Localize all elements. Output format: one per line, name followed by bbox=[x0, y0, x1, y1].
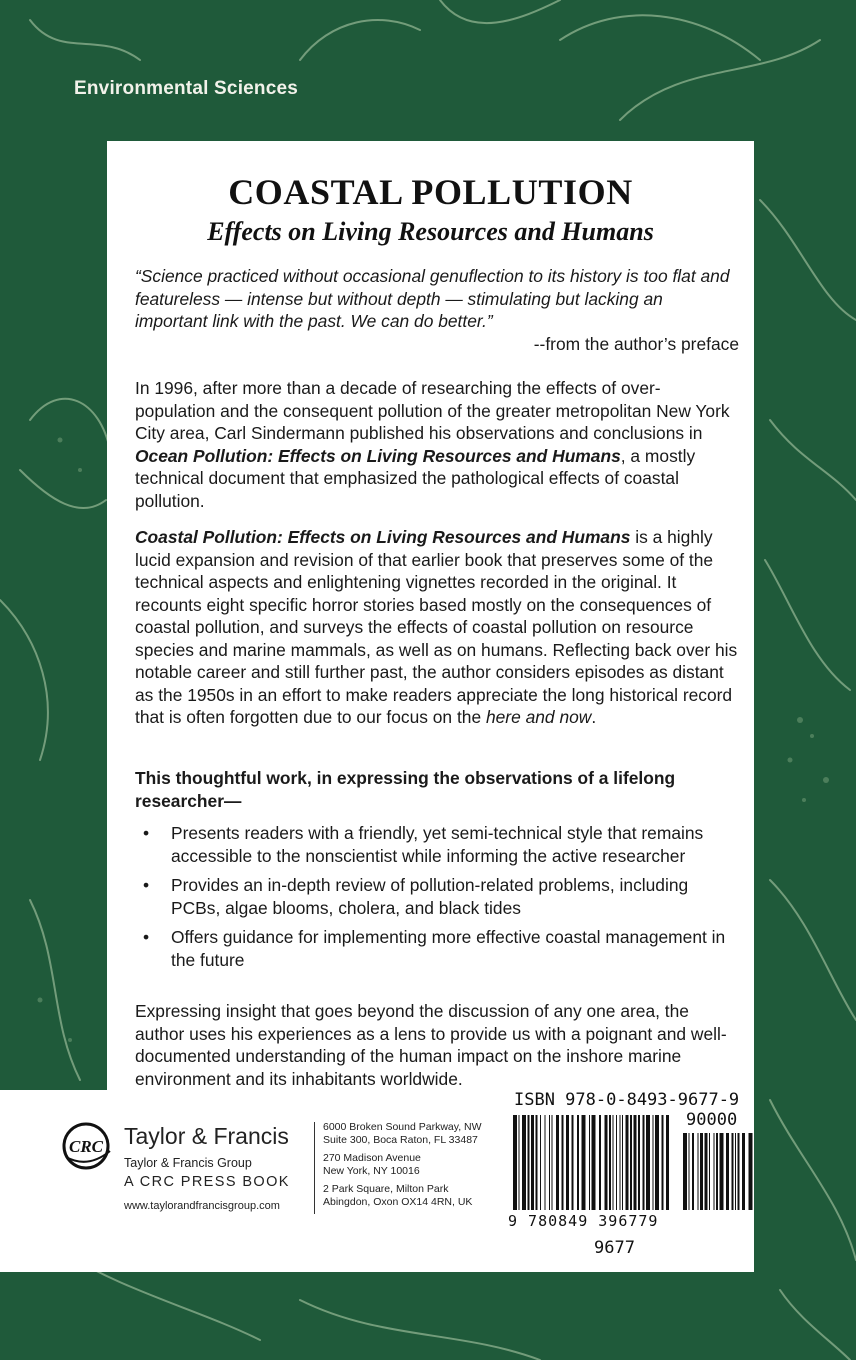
barcode-bar bbox=[589, 1115, 590, 1210]
barcode-digits: 9 780849 396779 bbox=[508, 1212, 659, 1230]
list-item bbox=[135, 926, 739, 971]
barcode-bar bbox=[698, 1133, 699, 1210]
barcode-bar bbox=[716, 1133, 718, 1210]
barcode-bar bbox=[566, 1115, 569, 1210]
address-uk bbox=[323, 1183, 472, 1209]
barcode-bar bbox=[643, 1115, 645, 1210]
barcode-bar bbox=[545, 1115, 546, 1210]
publisher-imprint: A CRC PRESS BOOK bbox=[124, 1174, 290, 1190]
barcode bbox=[513, 1115, 673, 1210]
barcode-bar bbox=[556, 1115, 559, 1210]
barcode-addon-text: 90000 bbox=[686, 1110, 738, 1130]
description-paragraph-2 bbox=[135, 526, 739, 729]
barcode-bar bbox=[613, 1115, 614, 1210]
barcode-bar bbox=[692, 1133, 694, 1210]
barcode-bar bbox=[646, 1115, 650, 1210]
book-title: COASTAL POLLUTION bbox=[228, 172, 633, 212]
barcode-bar bbox=[700, 1133, 703, 1210]
bullet-symbol: • bbox=[143, 823, 150, 843]
barcode-bar bbox=[749, 1133, 753, 1210]
barcode-bar bbox=[522, 1115, 526, 1210]
barcode-bar bbox=[626, 1115, 629, 1210]
description-paragraph-3: Expressing insight that goes beyond the discussion of any one area, the author uses his experiences as a lens to provide us with a poignant and well-documented understanding of the human impact on the inshore marine environment and its inhabitants worldwide. bbox=[135, 1001, 727, 1089]
barcode-bar bbox=[592, 1115, 596, 1210]
barcode-bar bbox=[653, 1115, 654, 1210]
publisher-url: www.taylorandfrancisgroup.com bbox=[124, 1200, 280, 1212]
barcode-bar bbox=[655, 1115, 659, 1210]
author-quote bbox=[135, 265, 739, 355]
barcode-bar bbox=[609, 1115, 611, 1210]
barcode-bar bbox=[519, 1115, 520, 1210]
barcode-bar bbox=[634, 1115, 637, 1210]
bullet-symbol: • bbox=[143, 927, 150, 947]
barcode-bar bbox=[552, 1115, 553, 1210]
paragraph-text: is a highly lucid expansion and revision of that earlier book that preserves some of the technical aspects and enlightening vignettes recorded in the original. It recounts eight specific horror stories based mostly on the consequences of coastal pollution, and surveys the effects of coastal pollution on resource species and marine mammals, as well as on humans. Reflecting back over his notable career and still further past, the author considers episodes as distant as the 1950s in an effort to make readers appreciate the long historical record that is often forgotten due to our focus on the bbox=[135, 527, 738, 727]
book-title-reference: Coastal Pollution: Effects on Living Resources and Humans bbox=[135, 527, 631, 547]
paragraph-text: In 1996, after more than a decade of researching the effects of over-population and the consequent pollution of the greater metropolitan New York City area, Carl Sindermann published his observations and conclusions in bbox=[135, 378, 730, 443]
series-label: Environmental Sciences bbox=[74, 78, 299, 99]
barcode-bar bbox=[616, 1115, 617, 1210]
barcode-bar bbox=[622, 1115, 623, 1210]
barcode-bar bbox=[528, 1115, 530, 1210]
address-florida bbox=[323, 1121, 482, 1147]
list-item bbox=[135, 822, 739, 867]
barcode-bar bbox=[536, 1115, 538, 1210]
list-item bbox=[135, 874, 739, 919]
address-line: 6000 Broken Sound Parkway, NW bbox=[323, 1121, 482, 1133]
list-item-text: Provides an in-depth review of pollution-related problems, including PCBs, algae blooms, cholera, and black tides bbox=[171, 875, 689, 918]
list-item-text: Offers guidance for implementing more effective coastal management in the future bbox=[171, 927, 726, 970]
address-line: Abingdon, Oxon OX14 4RN, UK bbox=[323, 1196, 473, 1208]
barcode-bar bbox=[662, 1115, 664, 1210]
publisher-name: Taylor & Francis bbox=[124, 1123, 289, 1149]
barcode-bar bbox=[705, 1133, 708, 1210]
book-subtitle: Effects on Living Resources and Humans bbox=[207, 217, 654, 246]
barcode-bar bbox=[577, 1115, 579, 1210]
address-line: 2 Park Square, Milton Park bbox=[323, 1183, 449, 1195]
stock-code: 9677 bbox=[594, 1238, 635, 1258]
emphasis-text: here and now bbox=[485, 707, 592, 727]
barcode-bar bbox=[620, 1115, 621, 1210]
barcode-bar bbox=[549, 1115, 550, 1210]
quote-attribution: --from the author’s preface bbox=[533, 333, 739, 354]
barcode-bar bbox=[638, 1115, 640, 1210]
address-line: 270 Madison Avenue bbox=[323, 1152, 421, 1164]
address-line: Suite 300, Boca Raton, FL 33487 bbox=[323, 1134, 478, 1146]
barcode-bar bbox=[531, 1115, 534, 1210]
barcode-bar bbox=[742, 1133, 745, 1210]
barcode-bar bbox=[582, 1115, 586, 1210]
publisher-group: Taylor & Francis Group bbox=[124, 1156, 252, 1170]
barcode-bar bbox=[726, 1133, 729, 1210]
barcode-bar bbox=[689, 1133, 690, 1210]
paragraph-text: . bbox=[591, 707, 597, 727]
divider bbox=[314, 1122, 315, 1214]
barcode-bar bbox=[562, 1115, 564, 1210]
barcode-bar bbox=[605, 1115, 608, 1210]
quote-text: “Science practiced without occasional genuflection to its history is too flat and featureless — intense but without depth — stimulating but lacking an important link with the past. We can do better.” bbox=[135, 266, 730, 331]
barcode-bar bbox=[714, 1133, 715, 1210]
barcode-bar bbox=[738, 1133, 740, 1210]
logo-text: CRC bbox=[68, 1137, 104, 1156]
barcode-bar bbox=[709, 1133, 710, 1210]
barcode-bar bbox=[599, 1115, 601, 1210]
barcode-bar bbox=[732, 1133, 734, 1210]
barcode-bar bbox=[735, 1133, 736, 1210]
barcode-bar bbox=[540, 1115, 541, 1210]
description-paragraph-1 bbox=[135, 377, 739, 512]
barcode-bar bbox=[513, 1115, 517, 1210]
barcode-addon bbox=[683, 1133, 755, 1210]
crc-logo-icon bbox=[60, 1121, 116, 1171]
book-title-reference: Ocean Pollution: Effects on Living Resources and Humans bbox=[135, 445, 621, 466]
bullet-symbol: • bbox=[143, 875, 150, 895]
barcode-bar bbox=[630, 1115, 632, 1210]
barcode-bar bbox=[572, 1115, 574, 1210]
address-new-york bbox=[323, 1152, 421, 1178]
barcode-bar bbox=[720, 1133, 724, 1210]
barcode-bar bbox=[666, 1115, 669, 1210]
address-line: New York, NY 10016 bbox=[323, 1165, 420, 1177]
barcode-bar bbox=[683, 1133, 687, 1210]
paragraph-text: , a mostly technical document that emphasized the pathological effects of coastal pollution. bbox=[135, 445, 696, 511]
lead-in-heading: This thoughtful work, in expressing the observations of a lifelong researcher— bbox=[135, 768, 676, 811]
isbn-text: ISBN 978-0-8493-9677-9 bbox=[514, 1090, 740, 1110]
list-item-text: Presents readers with a friendly, yet semi-technical style that remains accessible to the nonscientist while informing the active researcher bbox=[171, 823, 704, 866]
feature-list bbox=[135, 822, 739, 978]
